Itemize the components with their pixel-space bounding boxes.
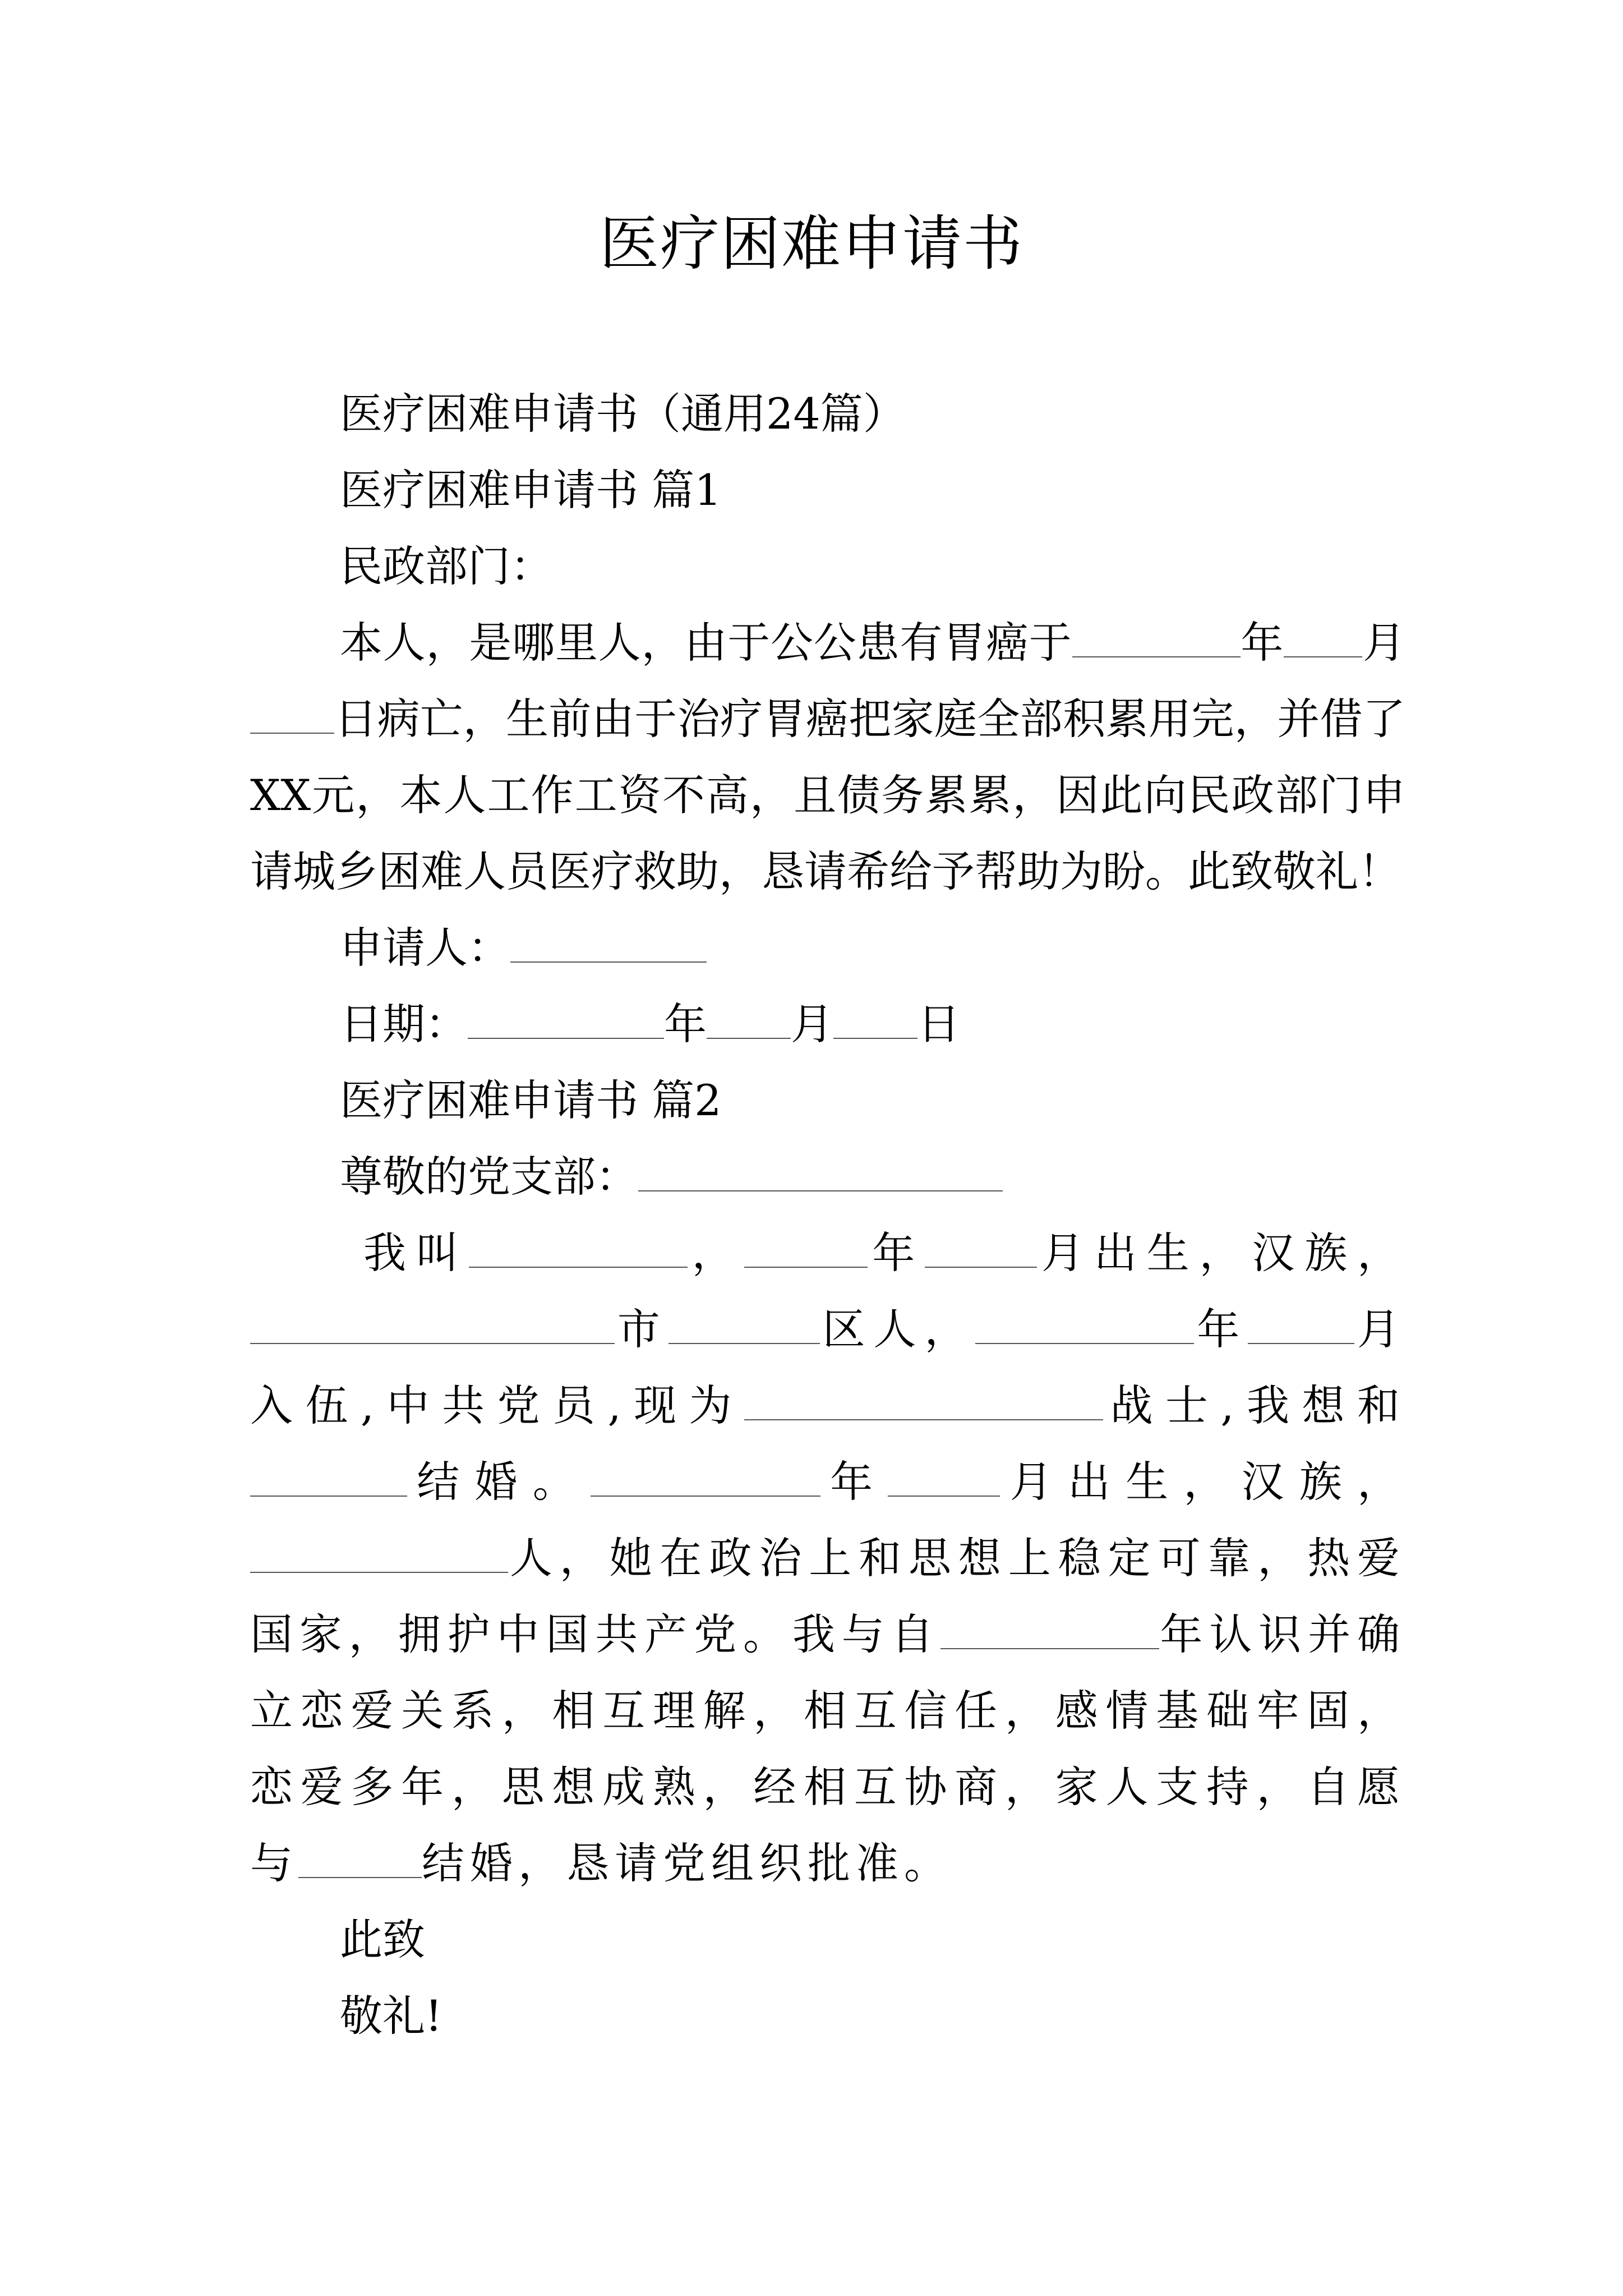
s2-t8: 月入伍,中共党员,现为 bbox=[250, 1304, 1406, 1430]
section1-heading: 医疗困难申请书 篇1 bbox=[340, 465, 722, 515]
section2-salutation-line bbox=[250, 1139, 1405, 1215]
blank-line bbox=[668, 1309, 820, 1344]
blank-line bbox=[591, 1462, 820, 1497]
closing-line-2: 敬礼! bbox=[340, 1991, 442, 2041]
blank-line bbox=[468, 1004, 664, 1039]
s2-t10: 结婚。 bbox=[407, 1457, 591, 1507]
s2-t3: 年 bbox=[868, 1228, 925, 1278]
blank-line bbox=[250, 1309, 615, 1344]
date-month: 月 bbox=[791, 999, 833, 1049]
blank-line bbox=[744, 1386, 1103, 1420]
date-line bbox=[250, 986, 1405, 1062]
s2-t7: 年 bbox=[1194, 1304, 1248, 1354]
blank-line bbox=[250, 1462, 407, 1497]
blank-line bbox=[707, 1004, 791, 1039]
blank-line bbox=[250, 699, 334, 734]
date-day: 日 bbox=[917, 999, 960, 1049]
s2-t4: 月出生，汉族， bbox=[1037, 1228, 1406, 1278]
blank-line bbox=[925, 1233, 1037, 1268]
section2-heading: 医疗困难申请书 篇2 bbox=[340, 1075, 722, 1125]
blank-line bbox=[833, 1004, 917, 1039]
s2-t11: 年 bbox=[820, 1457, 888, 1507]
document-body bbox=[250, 376, 1405, 2054]
closing-line-1: 此致 bbox=[340, 1915, 425, 1964]
blank-line bbox=[940, 1614, 1159, 1649]
blank-line bbox=[1248, 1309, 1354, 1344]
section1-paragraph bbox=[250, 605, 1405, 910]
blank-line bbox=[250, 1538, 508, 1573]
s2-t13: 人，她在政治上和思想上稳定可靠，热爱国家，拥护中国共产党。我与自 bbox=[250, 1533, 1405, 1659]
date-year: 年 bbox=[664, 999, 707, 1049]
document-title: 医疗困难申请书 bbox=[600, 209, 1023, 278]
section1-text-c: 月 bbox=[1362, 618, 1406, 668]
section1-text-a: 本人，是哪里人，由于公公患有胃癌于 bbox=[340, 618, 1072, 668]
blank-line bbox=[1284, 623, 1362, 657]
s2-t14: 年认识并确立恋爱关系，相互理解，相互信任，感情基础牢固，恋爱多年，思想成熟，经相互协商，家人支持，自愿与 bbox=[250, 1609, 1406, 1888]
section2-paragraph bbox=[250, 1215, 1405, 1902]
blank-line bbox=[975, 1309, 1194, 1344]
blank-line bbox=[744, 1233, 868, 1268]
s2-t15: 结婚，恳请党组织批准。 bbox=[422, 1838, 952, 1888]
s2-t5: 市 bbox=[615, 1304, 668, 1354]
applicant-line bbox=[250, 910, 1405, 986]
s2-t6: 区人， bbox=[819, 1304, 976, 1354]
section1-text-d: 日病亡，生前由于治疗胃癌把家庭全部积累用完，并借了XX元，本人工作工资不高，且债务累累，因此向民政部门申请城乡困难人员医疗救助，恳请希给予帮助为盼。此致敬礼！ bbox=[250, 694, 1405, 896]
section1-text-b: 年 bbox=[1240, 618, 1284, 668]
section2-salutation: 尊敬的党支部： bbox=[340, 1152, 638, 1202]
s2-t1: 我叫 bbox=[363, 1228, 469, 1278]
blank-line bbox=[888, 1462, 1000, 1497]
s2-t9: 战士,我想和 bbox=[1103, 1381, 1405, 1430]
blank-line bbox=[1072, 623, 1241, 657]
applicant-label: 申请人： bbox=[340, 923, 510, 973]
blank-line bbox=[638, 1157, 1003, 1191]
document-subtitle: 医疗困难申请书（通用24篇） bbox=[340, 389, 906, 439]
blank-line bbox=[469, 1233, 688, 1268]
s2-t12: 月出生，汉族， bbox=[1000, 1457, 1406, 1507]
blank-line bbox=[298, 1843, 422, 1878]
section1-salutation: 民政部门： bbox=[340, 541, 553, 591]
date-label: 日期： bbox=[340, 999, 468, 1049]
s2-t2: ， bbox=[687, 1228, 745, 1278]
blank-line bbox=[510, 928, 707, 963]
